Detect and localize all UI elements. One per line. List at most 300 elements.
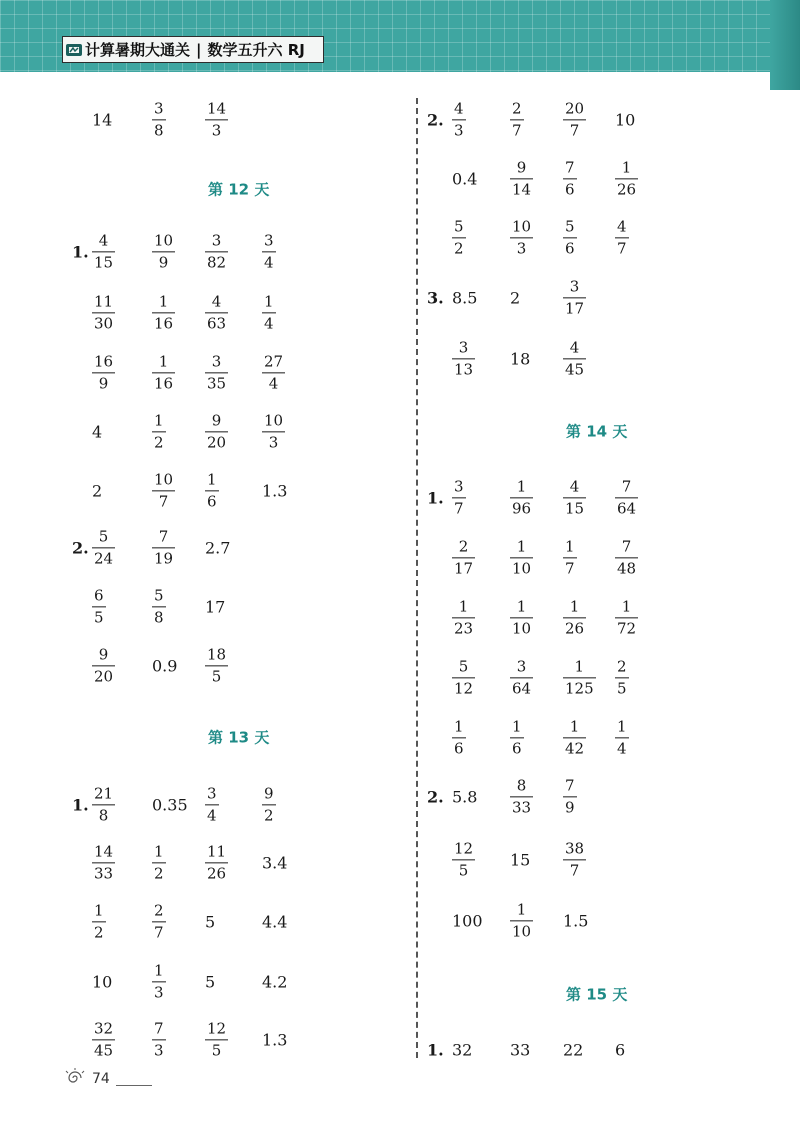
denominator: 2	[154, 433, 164, 452]
denominator: 5	[94, 608, 104, 627]
fraction-bar	[92, 1039, 115, 1040]
numerator: 2	[458, 537, 469, 556]
answer-number: 17	[205, 597, 226, 617]
denominator: 5	[458, 861, 469, 880]
fraction-bar	[205, 251, 228, 252]
answer-fraction	[563, 538, 577, 577]
answer-number: 5.8	[452, 787, 478, 807]
fraction-bar	[262, 312, 276, 313]
fraction-bar	[205, 862, 228, 863]
fraction-bar	[152, 119, 166, 120]
numerator: 3	[207, 784, 217, 803]
question-number: 1.	[427, 1040, 444, 1060]
answer-fraction	[563, 478, 586, 517]
denominator: 9	[565, 798, 575, 817]
numerator: 1	[158, 352, 169, 371]
denominator: 23	[454, 619, 474, 638]
fraction-bar	[563, 358, 586, 359]
fraction-bar	[152, 547, 175, 548]
numerator: 1	[158, 292, 169, 311]
numerator: 20	[565, 99, 585, 118]
numerator: 1	[569, 717, 580, 736]
numerator: 1	[512, 717, 522, 736]
numerator: 1	[154, 842, 164, 861]
section-title-day13: 第 13 天	[208, 728, 270, 747]
denominator: 42	[565, 739, 585, 758]
question-number: 1.	[72, 242, 89, 262]
answer-fraction	[563, 100, 586, 139]
answer-fraction	[563, 658, 596, 697]
answer-fraction	[152, 353, 175, 392]
fraction-bar	[452, 557, 475, 558]
fraction-bar	[152, 1039, 166, 1040]
fraction-bar	[563, 297, 586, 298]
answer-fraction	[92, 353, 115, 392]
fraction-bar	[452, 358, 475, 359]
denominator: 125	[565, 679, 594, 698]
answer-number: 10	[615, 110, 636, 130]
question-number: 3.	[427, 288, 444, 308]
fraction-bar	[92, 665, 115, 666]
fraction-bar	[510, 737, 524, 738]
fraction-bar	[92, 921, 106, 922]
denominator: 2	[264, 806, 274, 825]
answer-fraction	[563, 218, 577, 257]
answer-number: 6	[615, 1040, 626, 1060]
numerator: 1	[94, 901, 104, 920]
answer-fraction	[92, 293, 115, 332]
numerator: 5	[454, 217, 464, 236]
fraction-bar	[510, 677, 533, 678]
answer-fraction	[92, 646, 115, 685]
book-title: 计算暑期大通关	[85, 41, 191, 59]
fraction-bar	[92, 547, 115, 548]
answer-number: 0.35	[152, 795, 188, 815]
answer-fraction	[262, 293, 276, 332]
fraction-bar	[510, 796, 533, 797]
numerator: 11	[94, 292, 114, 311]
fraction-bar	[92, 606, 106, 607]
denominator: 17	[565, 299, 585, 318]
numerator: 3	[454, 477, 464, 496]
answer-fraction	[205, 232, 228, 271]
numerator: 21	[94, 784, 114, 803]
answer-fraction	[205, 412, 228, 451]
denominator: 48	[617, 559, 637, 578]
denominator: 5	[211, 667, 222, 686]
denominator: 33	[94, 864, 114, 883]
denominator: 10	[512, 559, 532, 578]
fraction-bar	[452, 859, 475, 860]
answer-fraction	[92, 1020, 115, 1059]
fraction-bar	[615, 178, 638, 179]
answer-number: 5	[205, 972, 216, 992]
denominator: 9	[158, 253, 169, 272]
numerator: 1	[621, 158, 632, 177]
fraction-bar	[92, 804, 115, 805]
denominator: 17	[454, 559, 474, 578]
denominator: 8	[98, 806, 109, 825]
denominator: 82	[207, 253, 227, 272]
numerator: 1	[154, 411, 164, 430]
title-separator: |	[196, 40, 202, 59]
question-number: 2.	[427, 110, 444, 130]
answer-number: 4	[92, 422, 103, 442]
numerator: 6	[94, 586, 104, 605]
spiral-icon	[62, 1067, 88, 1091]
answer-fraction	[510, 598, 533, 637]
fraction-bar	[563, 617, 586, 618]
denominator: 7	[154, 923, 164, 942]
answer-number: 8.5	[452, 288, 478, 308]
answer-fraction	[510, 658, 533, 697]
denominator: 6	[207, 492, 217, 511]
denominator: 30	[94, 314, 114, 333]
denominator: 4	[207, 806, 217, 825]
numerator: 1	[574, 657, 585, 676]
answer-fraction	[452, 840, 475, 879]
answer-fraction	[152, 293, 175, 332]
answer-fraction	[563, 278, 586, 317]
numerator: 32	[94, 1019, 114, 1038]
fraction-bar	[152, 372, 175, 373]
answer-fraction	[262, 785, 276, 824]
fraction-bar	[615, 617, 638, 618]
denominator: 3	[154, 983, 164, 1002]
denominator: 35	[207, 374, 227, 393]
answer-fraction	[152, 528, 175, 567]
numerator: 4	[211, 292, 222, 311]
numerator: 5	[98, 527, 109, 546]
denominator: 3	[516, 239, 527, 258]
fraction-bar	[205, 665, 228, 666]
denominator: 4	[264, 253, 274, 272]
answer-fraction	[510, 718, 524, 757]
answer-fraction	[205, 353, 228, 392]
fraction-bar	[563, 737, 586, 738]
denominator: 64	[512, 679, 532, 698]
fraction-bar	[615, 737, 629, 738]
fraction-bar	[152, 981, 166, 982]
fraction-bar	[510, 178, 533, 179]
denominator: 12	[454, 679, 474, 698]
numerator: 4	[569, 338, 580, 357]
fraction-bar	[510, 617, 533, 618]
fraction-bar	[563, 859, 586, 860]
answer-fraction	[452, 478, 466, 517]
book-subtitle: 数学五升六 RJ	[207, 41, 305, 59]
answer-fraction	[205, 293, 228, 332]
answer-number: 1.3	[262, 1030, 288, 1050]
answer-fraction	[510, 478, 533, 517]
denominator: 4	[264, 314, 274, 333]
answer-fraction	[510, 777, 533, 816]
denominator: 2	[154, 864, 164, 883]
numerator: 2	[512, 99, 522, 118]
fraction-bar	[205, 804, 219, 805]
answer-number: 10	[92, 972, 113, 992]
answer-number: 14	[92, 110, 113, 130]
answer-number: 33	[510, 1040, 531, 1060]
denominator: 5	[617, 679, 627, 698]
answer-fraction	[92, 785, 115, 824]
answer-fraction	[152, 471, 175, 510]
answer-fraction	[262, 232, 276, 271]
fraction-bar	[92, 862, 115, 863]
fraction-bar	[152, 312, 175, 313]
numerator: 9	[211, 411, 222, 430]
fraction-bar	[92, 312, 115, 313]
denominator: 33	[512, 798, 532, 817]
denominator: 26	[207, 864, 227, 883]
answer-fraction	[615, 658, 629, 697]
fraction-bar	[262, 431, 285, 432]
answer-number: 2	[92, 481, 103, 501]
fraction-bar	[205, 119, 228, 120]
answer-fraction	[615, 218, 629, 257]
answer-number: 4.2	[262, 972, 288, 992]
numerator: 1	[516, 900, 527, 919]
answer-fraction	[452, 718, 466, 757]
numerator: 5	[565, 217, 575, 236]
answer-number: 0.9	[152, 656, 178, 676]
denominator: 7	[617, 239, 627, 258]
answer-number: 15	[510, 850, 531, 870]
fraction-bar	[510, 920, 533, 921]
answer-fraction	[452, 339, 475, 378]
numerator: 9	[264, 784, 274, 803]
numerator: 12	[454, 839, 474, 858]
answer-fraction	[563, 840, 586, 879]
denominator: 15	[94, 253, 114, 272]
numerator: 10	[512, 217, 532, 236]
answer-fraction	[452, 658, 475, 697]
page-footer	[62, 1068, 152, 1090]
question-number: 1.	[72, 795, 89, 815]
numerator: 10	[264, 411, 284, 430]
answer-number: 0.4	[452, 169, 478, 189]
denominator: 7	[512, 121, 522, 140]
fraction-bar	[262, 251, 276, 252]
numerator: 18	[207, 645, 227, 664]
header-page-edge	[770, 0, 800, 90]
numerator: 12	[207, 1019, 227, 1038]
numerator: 27	[264, 352, 284, 371]
numerator: 4	[98, 231, 109, 250]
numerator: 4	[569, 477, 580, 496]
denominator: 2	[454, 239, 464, 258]
numerator: 1	[621, 597, 632, 616]
fraction-bar	[92, 372, 115, 373]
denominator: 6	[565, 180, 575, 199]
fraction-bar	[510, 119, 524, 120]
denominator: 4	[268, 374, 279, 393]
denominator: 9	[98, 374, 109, 393]
numerator: 16	[94, 352, 114, 371]
fraction-bar	[510, 237, 533, 238]
numerator: 1	[516, 477, 527, 496]
fraction-bar	[205, 431, 228, 432]
numerator: 10	[154, 231, 174, 250]
denominator: 10	[512, 922, 532, 941]
answer-fraction	[152, 1020, 166, 1059]
numerator: 1	[569, 597, 580, 616]
denominator: 26	[565, 619, 585, 638]
numerator: 3	[264, 231, 274, 250]
answer-fraction	[510, 901, 533, 940]
answer-fraction	[510, 218, 533, 257]
numerator: 1	[516, 597, 527, 616]
answer-fraction	[92, 232, 115, 271]
answer-fraction	[615, 718, 629, 757]
denominator: 3	[268, 433, 279, 452]
numerator: 1	[617, 717, 627, 736]
denominator: 20	[94, 667, 114, 686]
fraction-bar	[262, 372, 285, 373]
fraction-bar	[563, 677, 596, 678]
page-header	[0, 0, 800, 78]
fraction-bar	[152, 490, 175, 491]
numerator: 1	[565, 537, 575, 556]
answer-number: 32	[452, 1040, 473, 1060]
denominator: 96	[512, 499, 532, 518]
denominator: 64	[617, 499, 637, 518]
denominator: 5	[211, 1041, 222, 1060]
denominator: 24	[94, 549, 114, 568]
denominator: 8	[154, 121, 164, 140]
fraction-bar	[152, 431, 166, 432]
numerator: 1	[458, 597, 469, 616]
denominator: 6	[565, 239, 575, 258]
numerator: 4	[454, 99, 464, 118]
denominator: 2	[94, 923, 104, 942]
denominator: 8	[154, 608, 164, 627]
numerator: 7	[621, 477, 632, 496]
answer-fraction	[92, 587, 106, 626]
fraction-bar	[205, 490, 219, 491]
numerator: 9	[516, 158, 527, 177]
numerator: 1	[454, 717, 464, 736]
denominator: 7	[454, 499, 464, 518]
denominator: 20	[207, 433, 227, 452]
fraction-bar	[452, 677, 475, 678]
question-number: 1.	[427, 488, 444, 508]
fraction-bar	[510, 497, 533, 498]
numerator: 7	[565, 158, 575, 177]
fraction-bar	[563, 557, 577, 558]
answer-number: 18	[510, 349, 531, 369]
answer-fraction	[563, 339, 586, 378]
answer-fraction	[563, 777, 577, 816]
answer-fraction	[452, 218, 466, 257]
answer-fraction	[152, 962, 166, 1001]
answer-fraction	[205, 785, 219, 824]
numerator: 5	[154, 586, 164, 605]
fraction-bar	[563, 119, 586, 120]
fraction-bar	[452, 737, 466, 738]
answer-fraction	[205, 646, 228, 685]
answer-fraction	[205, 843, 228, 882]
answer-fraction	[152, 587, 166, 626]
answer-fraction	[152, 232, 175, 271]
answer-fraction	[615, 478, 638, 517]
fraction-bar	[615, 677, 629, 678]
denominator: 7	[565, 559, 575, 578]
numerator: 2	[154, 901, 164, 920]
answer-fraction	[563, 159, 577, 198]
fraction-bar	[452, 497, 466, 498]
denominator: 7	[569, 121, 580, 140]
fraction-bar	[563, 178, 577, 179]
denominator: 26	[617, 180, 637, 199]
numerator: 2	[617, 657, 627, 676]
numerator: 1	[516, 537, 527, 556]
fraction-bar	[563, 497, 586, 498]
answer-fraction	[452, 100, 466, 139]
column-divider	[416, 98, 418, 1058]
answer-number: 1.5	[563, 911, 589, 931]
question-number: 2.	[72, 538, 89, 558]
numerator: 7	[154, 1019, 164, 1038]
book-title-box	[62, 36, 324, 63]
denominator: 14	[512, 180, 532, 199]
numerator: 7	[565, 776, 575, 795]
numerator: 5	[458, 657, 469, 676]
book-logo-icon	[63, 37, 85, 62]
fraction-bar	[205, 1039, 228, 1040]
answer-number: 2	[510, 288, 521, 308]
numerator: 1	[154, 961, 164, 980]
numerator: 3	[516, 657, 527, 676]
answer-fraction	[152, 412, 166, 451]
denominator: 63	[207, 314, 227, 333]
answer-fraction	[205, 1020, 228, 1059]
answer-fraction	[92, 528, 115, 567]
answer-fraction	[563, 598, 586, 637]
fraction-bar	[152, 862, 166, 863]
numerator: 7	[621, 537, 632, 556]
denominator: 13	[454, 360, 474, 379]
denominator: 3	[154, 1041, 164, 1060]
numerator: 7	[158, 527, 169, 546]
fraction-bar	[563, 237, 577, 238]
answer-fraction	[510, 159, 533, 198]
fraction-bar	[452, 119, 466, 120]
answer-number: 3.4	[262, 853, 288, 873]
answer-fraction	[452, 538, 475, 577]
numerator: 14	[94, 842, 114, 861]
answer-fraction	[615, 538, 638, 577]
denominator: 72	[617, 619, 637, 638]
denominator: 16	[154, 314, 174, 333]
answer-number: 4.4	[262, 912, 288, 932]
answer-number: 1.3	[262, 481, 288, 501]
fraction-bar	[92, 251, 115, 252]
numerator: 8	[516, 776, 527, 795]
answer-number: 5	[205, 912, 216, 932]
numerator: 3	[458, 338, 469, 357]
footer-rule	[116, 1085, 152, 1086]
fraction-bar	[152, 921, 166, 922]
denominator: 15	[565, 499, 585, 518]
fraction-bar	[510, 557, 533, 558]
answer-fraction	[152, 843, 166, 882]
denominator: 7	[569, 861, 580, 880]
numerator: 3	[154, 99, 164, 118]
answer-number: 22	[563, 1040, 584, 1060]
fraction-bar	[452, 237, 466, 238]
answer-fraction	[92, 843, 115, 882]
